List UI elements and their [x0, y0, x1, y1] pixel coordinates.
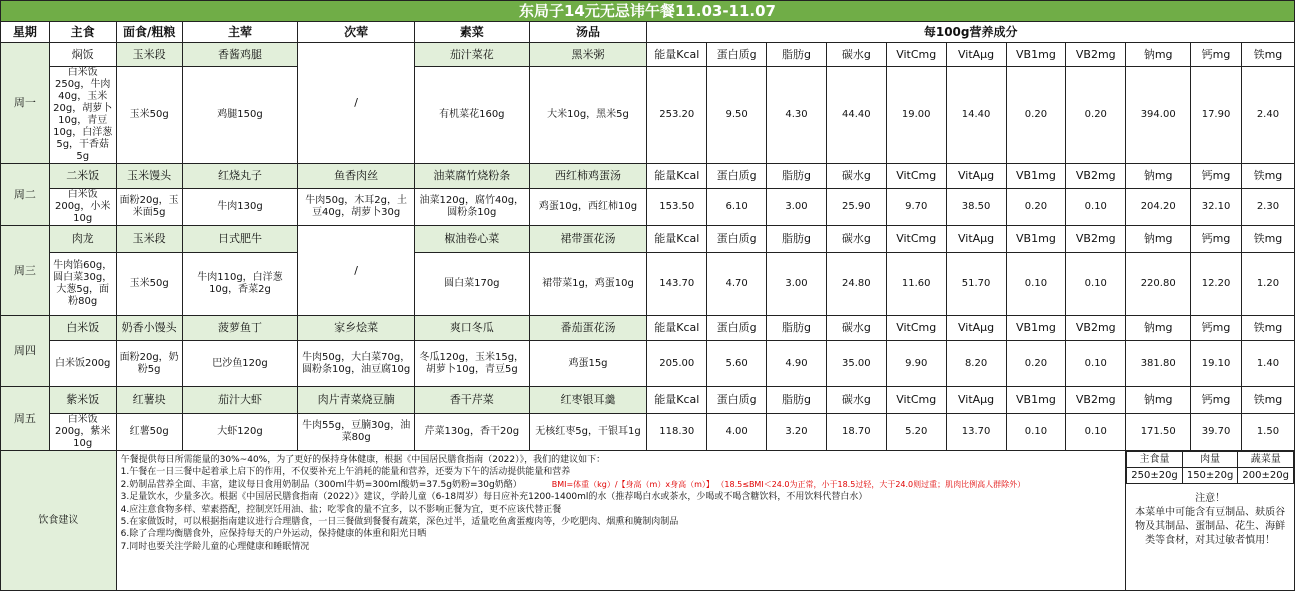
nutrient-label: VB2mg: [1066, 316, 1126, 341]
noodle-detail: 玉米50g: [116, 253, 182, 316]
nutrient-label: 脂肪g: [767, 387, 827, 414]
veg-name: 香干芹菜: [414, 387, 529, 414]
veg-detail: 油菜120g，腐竹40g，圆粉条10g: [414, 189, 529, 226]
nutrient-value: 0.10: [1066, 189, 1126, 226]
nutrient-label: VB1mg: [1006, 164, 1066, 189]
advice-line: 午餐提供每日所需能量的30%~40%，为了更好的保持身体健康，根据《中国居民膳食指南（2022）》，我们的建议如下：: [120, 455, 606, 465]
nutrient-label: 碳水g: [826, 43, 886, 67]
advice-line: 5.在家做饭时，可以根据指南建议进行合理膳食，一日三餐做到餐餐有蔬菜，深色过半，适量吃鱼禽蛋瘦肉等，少吃肥肉、烟熏和腌制肉制品: [120, 517, 679, 528]
nutrient-value: 4.70: [707, 253, 767, 316]
day-row-monday: [1, 43, 1295, 67]
nutrient-label: 铁mg: [1241, 164, 1294, 189]
advice-line: 4.应注意食物多样、荤素搭配，控制烹饪用油、盐；吃零食的量不宜多，以不影响正餐为宜，更不应该代替正餐: [120, 504, 562, 515]
staple-name: 白米饭: [49, 316, 116, 341]
nutrient-value: 205.00: [647, 341, 707, 387]
nutrient-value: 0.10: [1066, 253, 1126, 316]
soup-detail: 鸡蛋15g: [529, 341, 647, 387]
soup-name: 黑米粥: [529, 43, 647, 67]
recommend-value: 150±20g: [1182, 468, 1238, 484]
nutrient-value: 3.20: [767, 414, 827, 451]
nutrient-label: 钙mg: [1191, 387, 1242, 414]
nutrient-label: 能量Kcal: [647, 316, 707, 341]
nutrient-label: VitAμg: [946, 226, 1006, 253]
staple-name: 肉龙: [49, 226, 116, 253]
nutrient-value: 0.10: [1066, 414, 1126, 451]
nutrient-label: 蛋白质g: [707, 387, 767, 414]
second-dish-detail: 牛肉50g，木耳2g，土豆40g，胡萝卜30g: [298, 189, 415, 226]
nutrient-value: 1.20: [1241, 253, 1294, 316]
nutrient-label: 铁mg: [1241, 226, 1294, 253]
header-main: 主荤: [182, 22, 298, 43]
nutrient-value: 9.90: [886, 341, 946, 387]
recommend-header: 肉量: [1182, 452, 1238, 468]
advice-line: [121, 479, 1122, 491]
nutrient-value: 13.70: [946, 414, 1006, 451]
nutrient-value: 2.30: [1241, 189, 1294, 226]
nutrient-value: 0.20: [1006, 67, 1066, 164]
soup-detail: 鸡蛋10g，西红柿10g: [529, 189, 647, 226]
detail-row-friday: [1, 414, 1295, 451]
nutrient-value: 18.70: [826, 414, 886, 451]
advice-line: 7.同时也要关注学龄儿童的心理健康和睡眠情况: [120, 541, 310, 552]
advice-line: 3.足量饮水，少量多次。根据《中国居民膳食指南（2022）》建议，学龄儿童（6-18周岁）每日应补充1200-1400ml的水（推荐喝白水或茶水，少喝或不喝含糖饮料，不用饮料代替白水）: [120, 492, 868, 503]
menu-title: 东局子14元无忌讳午餐11.03-11.07: [1, 1, 1295, 22]
nutrient-value: 51.70: [946, 253, 1006, 316]
nutrient-value: 0.10: [1006, 253, 1066, 316]
second-dish-detail: /: [298, 226, 415, 316]
day-row-friday: [1, 387, 1295, 414]
nutrient-value: 0.10: [1066, 341, 1126, 387]
soup-name: 西红柿鸡蛋汤: [529, 164, 647, 189]
nutrient-value: 2.40: [1241, 67, 1294, 164]
noodle-detail: 面粉20g，奶粉5g: [116, 341, 182, 387]
header-noodle: 面食/粗粮: [116, 22, 182, 43]
header-veg: 素菜: [414, 22, 529, 43]
nutrient-label: 钠mg: [1126, 164, 1191, 189]
advice-label: 饮食建议: [1, 451, 117, 591]
staple-name: 二米饭: [49, 164, 116, 189]
nutrient-value: 1.50: [1241, 414, 1294, 451]
nutrient-value: 0.20: [1006, 341, 1066, 387]
soup-name: 番茄蛋花汤: [529, 316, 647, 341]
noodle-name: 玉米馒头: [116, 164, 182, 189]
staple-detail: 白米饭200g: [49, 341, 116, 387]
nutrient-label: 碳水g: [826, 226, 886, 253]
nutrient-value: 0.10: [1006, 414, 1066, 451]
nutrient-label: VitAμg: [946, 43, 1006, 67]
nutrient-value: 12.20: [1191, 253, 1242, 316]
noodle-name: 奶香小馒头: [116, 316, 182, 341]
nutrient-label: VB1mg: [1006, 387, 1066, 414]
nutrient-value: 253.20: [647, 67, 707, 164]
day-row-tuesday: [1, 164, 1295, 189]
main-dish-name: 日式肥牛: [182, 226, 298, 253]
nutrient-label: 脂肪g: [767, 316, 827, 341]
noodle-detail: 红薯50g: [116, 414, 182, 451]
main-dish-detail: 巴沙鱼120g: [182, 341, 298, 387]
nutrient-label: 蛋白质g: [707, 43, 767, 67]
nutrient-value: 19.00: [886, 67, 946, 164]
advice-line-text: 2.奶制品营养全面、丰富，建议每日食用奶制品（300ml牛奶=300ml酸奶=37.5g奶粉=30g奶酪）: [120, 479, 522, 490]
nutrient-label: 脂肪g: [767, 43, 827, 67]
soup-detail: 大米10g，黑米5g: [529, 67, 647, 164]
detail-row-thursday: [1, 341, 1295, 387]
second-dish-name: 肉片青菜烧豆腩: [298, 387, 415, 414]
advice-text: [116, 451, 1126, 591]
veg-name: 椒油卷心菜: [414, 226, 529, 253]
day-row-thursday: [1, 316, 1295, 341]
nutrient-value: 5.60: [707, 341, 767, 387]
second-dish-detail: 牛肉55g，豆腩30g，油菜80g: [298, 414, 415, 451]
noodle-name: 玉米段: [116, 226, 182, 253]
nutrient-label: 碳水g: [826, 164, 886, 189]
soup-detail: 无核红枣5g，干银耳1g: [529, 414, 647, 451]
nutrient-value: 381.80: [1126, 341, 1191, 387]
nutrient-value: 394.00: [1126, 67, 1191, 164]
nutrient-label: VB1mg: [1006, 226, 1066, 253]
veg-name: 爽口冬瓜: [414, 316, 529, 341]
nutrient-label: 能量Kcal: [647, 387, 707, 414]
nutrient-label: 钠mg: [1126, 226, 1191, 253]
nutrient-value: 25.90: [826, 189, 886, 226]
nutrient-value: 24.80: [826, 253, 886, 316]
nutrient-value: 204.20: [1126, 189, 1191, 226]
header-day: 星期: [1, 22, 50, 43]
veg-name: 油菜腐竹烧粉条: [414, 164, 529, 189]
nutrient-value: 153.50: [647, 189, 707, 226]
main-dish-detail: 鸡腿150g: [182, 67, 298, 164]
nutrient-value: 9.70: [886, 189, 946, 226]
nutrient-value: 0.20: [1006, 189, 1066, 226]
staple-name: 紫米饭: [49, 387, 116, 414]
day-label: 周五: [1, 387, 50, 451]
nutrient-label: 蛋白质g: [707, 316, 767, 341]
nutrient-value: 1.40: [1241, 341, 1294, 387]
nutrient-label: 铁mg: [1241, 43, 1294, 67]
nutrient-value: 5.20: [886, 414, 946, 451]
nutrient-label: VB2mg: [1066, 43, 1126, 67]
day-label: 周四: [1, 316, 50, 387]
nutrient-label: 脂肪g: [767, 164, 827, 189]
nutrient-label: VB1mg: [1006, 316, 1066, 341]
nutrient-label: 脂肪g: [767, 226, 827, 253]
nutrient-value: 44.40: [826, 67, 886, 164]
second-dish-name: 家乡烩菜: [298, 316, 415, 341]
veg-detail: 芹菜130g，香干20g: [414, 414, 529, 451]
second-dish-detail: /: [298, 43, 415, 164]
day-label: 周二: [1, 164, 50, 226]
veg-detail: 有机菜花160g: [414, 67, 529, 164]
allergy-note-text: 本菜单中可能含有豆制品、麸质谷物及其制品、蛋制品、花生、海鲜类等食材，对其过敏者慎用！: [1135, 507, 1286, 546]
nutrient-label: VB2mg: [1066, 226, 1126, 253]
main-dish-detail: 大虾120g: [182, 414, 298, 451]
nutrient-label: VitAμg: [946, 387, 1006, 414]
nutrient-value: 8.20: [946, 341, 1006, 387]
recommend-table: [1126, 451, 1294, 484]
staple-detail: 白米饭200g，紫米10g: [49, 414, 116, 451]
nutrient-value: 32.10: [1191, 189, 1242, 226]
nutrient-value: 118.30: [647, 414, 707, 451]
nutrient-value: 4.30: [767, 67, 827, 164]
header-soup: 汤品: [529, 22, 647, 43]
nutrient-label: 钙mg: [1191, 164, 1242, 189]
main-dish-detail: 牛肉110g，白洋葱10g，香菜2g: [182, 253, 298, 316]
nutrient-label: VitCmg: [886, 226, 946, 253]
second-dish-name: 鱼香肉丝: [298, 164, 415, 189]
nutrient-label: VitAμg: [946, 316, 1006, 341]
nutrient-label: VB2mg: [1066, 164, 1126, 189]
detail-row-wednesday: [1, 253, 1295, 316]
column-header-row: [1, 22, 1295, 43]
staple-detail: 白米饭200g，小米10g: [49, 189, 116, 226]
day-row-wednesday: [1, 226, 1295, 253]
nutrient-label: VitAμg: [946, 164, 1006, 189]
nutrient-value: 38.50: [946, 189, 1006, 226]
detail-row-monday: [1, 67, 1295, 164]
nutrient-label: 钠mg: [1126, 316, 1191, 341]
noodle-name: 玉米段: [116, 43, 182, 67]
header-second: 次荤: [298, 22, 415, 43]
nutrient-value: 3.00: [767, 189, 827, 226]
nutrient-label: 能量Kcal: [647, 226, 707, 253]
nutrient-label: VitCmg: [886, 43, 946, 67]
nutrient-value: 39.70: [1191, 414, 1242, 451]
nutrient-label: 钙mg: [1191, 316, 1242, 341]
noodle-name: 红薯块: [116, 387, 182, 414]
recommend-header: 主食量: [1127, 452, 1183, 468]
nutrient-label: 钠mg: [1126, 387, 1191, 414]
noodle-detail: 玉米50g: [116, 67, 182, 164]
nutrient-value: 35.00: [826, 341, 886, 387]
nutrient-label: 钠mg: [1126, 43, 1191, 67]
nutrient-label: 钙mg: [1191, 226, 1242, 253]
recommend-panel: [1126, 451, 1295, 591]
nutrient-label: VitCmg: [886, 164, 946, 189]
nutrient-label: 碳水g: [826, 316, 886, 341]
day-label: 周一: [1, 43, 50, 164]
nutrient-value: 0.20: [1066, 67, 1126, 164]
nutrient-value: 220.80: [1126, 253, 1191, 316]
recommend-value: 250±20g: [1127, 468, 1183, 484]
day-label: 周三: [1, 226, 50, 316]
nutrient-value: 11.60: [886, 253, 946, 316]
nutrient-label: 能量Kcal: [647, 164, 707, 189]
main-dish-name: 红烧丸子: [182, 164, 298, 189]
nutrient-label: VB2mg: [1066, 387, 1126, 414]
staple-detail: 白米饭250g，牛肉40g，玉米20g，胡萝卜10g，青豆10g，白洋葱5g，干香菇5g: [49, 67, 116, 164]
nutrient-label: VitCmg: [886, 316, 946, 341]
nutrient-label: 碳水g: [826, 387, 886, 414]
nutrient-value: 17.90: [1191, 67, 1242, 164]
soup-name: 裙带蛋花汤: [529, 226, 647, 253]
veg-name: 茄汁菜花: [414, 43, 529, 67]
soup-name: 红枣银耳羹: [529, 387, 647, 414]
noodle-detail: 面粉20g，玉米面5g: [116, 189, 182, 226]
nutrient-label: 蛋白质g: [707, 164, 767, 189]
allergy-note: [1126, 484, 1294, 556]
bmi-note: BMI=体重（kg）/【身高（m）x身高（m）】 （18.5≤BMI＜24.0为正常，小于18.5过轻，大于24.0则过重；肌肉比例高人群除外）: [551, 479, 1026, 489]
allergy-note-title: 注意！: [1195, 493, 1226, 504]
staple-name: 焖饭: [49, 43, 116, 67]
advice-row: [1, 451, 1295, 591]
soup-detail: 裙带菜1g，鸡蛋10g: [529, 253, 647, 316]
nutrient-value: 171.50: [1126, 414, 1191, 451]
recommend-header: 蔬菜量: [1238, 452, 1294, 468]
nutrient-value: 14.40: [946, 67, 1006, 164]
nutrient-label: VB1mg: [1006, 43, 1066, 67]
nutrient-value: 3.00: [767, 253, 827, 316]
nutrient-value: 143.70: [647, 253, 707, 316]
nutrient-value: 9.50: [707, 67, 767, 164]
staple-detail: 牛肉馅60g，圆白菜30g，大葱5g，面粉80g: [49, 253, 116, 316]
nutrient-label: VitCmg: [886, 387, 946, 414]
main-dish-name: 菠萝鱼丁: [182, 316, 298, 341]
nutrient-label: 钙mg: [1191, 43, 1242, 67]
nutrient-value: 19.10: [1191, 341, 1242, 387]
title-row: [1, 1, 1295, 22]
advice-line: 1.午餐在一日三餐中起着承上启下的作用，不仅要补充上午消耗的能量和营养，还要为下午的活动提供能量和营养: [120, 467, 571, 478]
main-dish-name: 香酱鸡腿: [182, 43, 298, 67]
nutrient-label: 蛋白质g: [707, 226, 767, 253]
nutrient-label: 铁mg: [1241, 387, 1294, 414]
nutrient-value: 4.90: [767, 341, 827, 387]
advice-line: 6.除了合理均衡膳食外，应保持每天的户外运动，保持健康的体重和阳光日晒: [120, 529, 427, 540]
second-dish-detail: 牛肉50g，大白菜70g，圆粉条10g，油豆腐10g: [298, 341, 415, 387]
nutrient-label: 铁mg: [1241, 316, 1294, 341]
header-staple: 主食: [49, 22, 116, 43]
main-dish-detail: 牛肉130g: [182, 189, 298, 226]
detail-row-tuesday: [1, 189, 1295, 226]
nutrient-label: 能量Kcal: [647, 43, 707, 67]
header-nutrition: 每100g营养成分: [647, 22, 1295, 43]
recommend-value: 200±20g: [1238, 468, 1294, 484]
nutrient-value: 6.10: [707, 189, 767, 226]
veg-detail: 冬瓜120g，玉米15g，胡萝卜10g，青豆5g: [414, 341, 529, 387]
nutrient-value: 4.00: [707, 414, 767, 451]
veg-detail: 圆白菜170g: [414, 253, 529, 316]
main-dish-name: 茄汁大虾: [182, 387, 298, 414]
